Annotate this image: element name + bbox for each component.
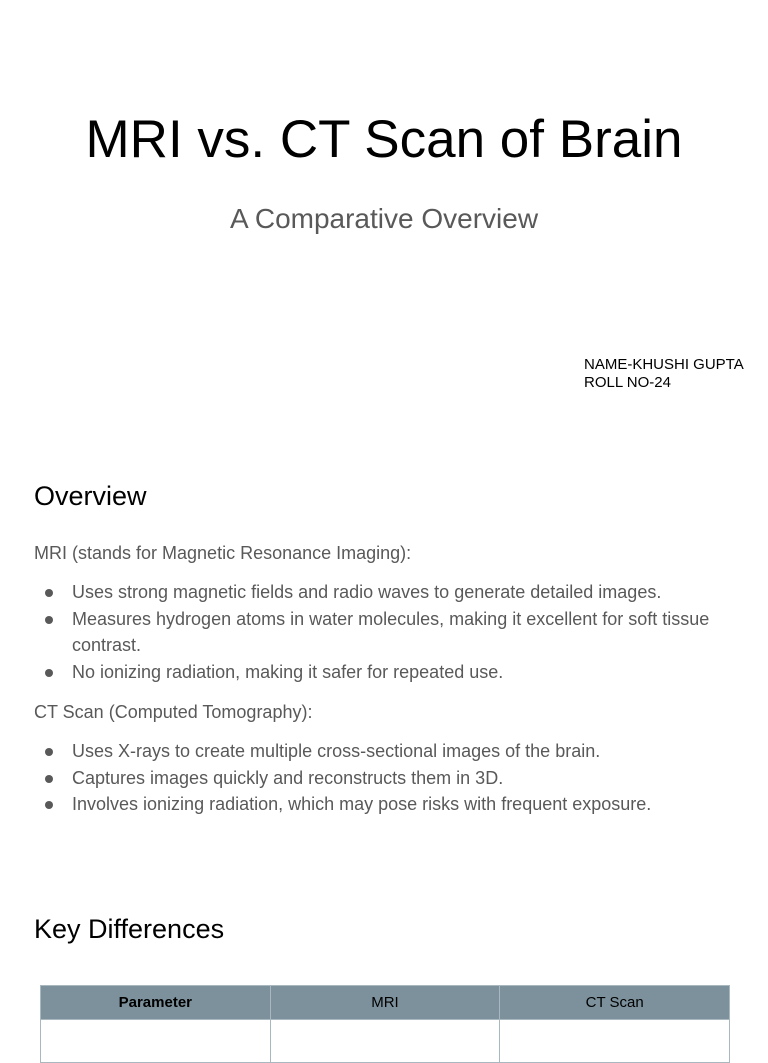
table-row [41,1020,730,1063]
ct-point-text: Captures images quickly and reconstructs them in 3D. [72,767,504,788]
key-differences-heading: Key Differences [34,914,225,944]
list-item [34,579,714,606]
mri-points-list [34,579,714,685]
column-header-ct-scan: CT Scan [500,986,730,1020]
list-item [34,659,714,686]
table-cell [270,1020,500,1063]
mri-point-text: Measures hydrogen atoms in water molecules, making it excellent for soft tissue contrast. [72,608,710,655]
overview-heading: Overview [34,481,147,511]
list-item [34,606,714,659]
ct-point-text: Involves ionizing radiation, which may pose risks with frequent exposure. [72,794,652,814]
table-cell [41,1020,271,1063]
author-block [584,356,744,392]
ct-intro: CT Scan (Computed Tomography): [34,702,313,722]
bullet-icon [45,801,53,809]
bullet-icon [45,589,53,597]
list-item [34,765,714,792]
column-header-mri: MRI [270,986,500,1020]
ct-point-text: Uses X-rays to create multiple cross-sectional images of the brain. [72,741,601,761]
column-header-parameter: Parameter [41,986,271,1020]
author-name: NAME-KHUSHI GUPTA [584,356,744,373]
list-item [34,738,714,765]
list-item [34,791,714,818]
slide-subtitle: A Comparative Overview [229,203,539,234]
bullet-icon [45,669,53,677]
comparison-table [40,985,730,1063]
bullet-icon [45,748,53,756]
bullet-icon [45,775,53,783]
bullet-icon [45,616,53,624]
slide-title: MRI vs. CT Scan of Brain [85,110,683,169]
mri-point-text: Uses strong magnetic fields and radio waves to generate detailed images. [72,582,662,602]
mri-point-text: No ionizing radiation, making it safer for repeated use. [72,661,504,682]
roll-number: ROLL NO-24 [584,374,671,391]
ct-points-list [34,738,714,818]
table-header-row [41,986,730,1020]
table-cell [500,1020,730,1063]
mri-intro: MRI (stands for Magnetic Resonance Imaging): [34,543,412,563]
